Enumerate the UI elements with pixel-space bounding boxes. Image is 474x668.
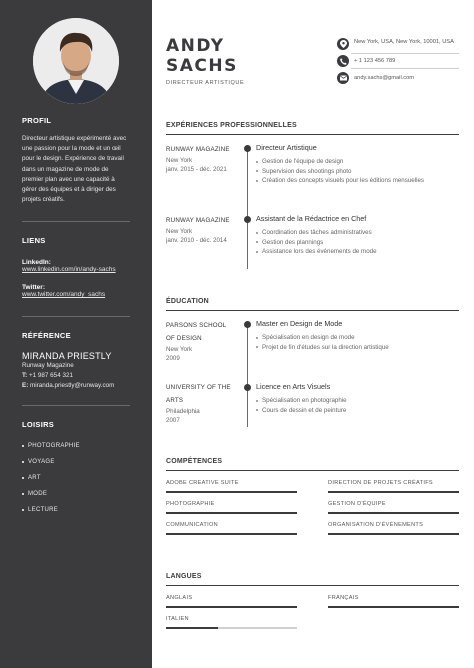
sidebar-divider	[22, 221, 130, 222]
duty-item: Assistance lors des événements de mode	[256, 247, 461, 257]
timeline-line	[247, 146, 248, 269]
skill-bar-fill	[166, 533, 297, 535]
phone-value: +1 987 654 321	[29, 372, 73, 379]
skill-name: GESTION D'ÉQUIPE	[328, 501, 386, 507]
links-heading: LIENS	[22, 236, 46, 245]
reference-heading: RÉFÉRENCE	[22, 331, 71, 340]
language-bar-fill	[166, 606, 297, 608]
full-name	[166, 36, 238, 76]
skill-bar-fill	[328, 512, 459, 514]
school: UNIVERSITY OF THE	[166, 384, 231, 391]
duty-item: Coordination des tâches administratives	[256, 228, 461, 238]
reference-section	[22, 331, 130, 391]
city: New York	[166, 346, 193, 353]
skill-bar-fill	[328, 533, 459, 535]
language-name: FRANÇAIS	[328, 595, 359, 601]
bullet-icon	[256, 170, 258, 172]
phone-label: T:	[22, 372, 28, 379]
employer: RUNWAY MAGAZINE	[166, 146, 230, 153]
language-item	[166, 595, 297, 608]
link-item-linkedin	[22, 259, 130, 273]
timeline-dot	[244, 216, 251, 223]
education-heading: ÉDUCATION	[166, 298, 209, 305]
skill-bar	[328, 533, 459, 535]
bullet-icon	[22, 445, 24, 447]
skill-bar	[328, 491, 459, 493]
bullet-icon	[256, 346, 258, 348]
location-icon	[337, 38, 349, 50]
skill-item	[166, 501, 297, 514]
education-entry-details	[256, 319, 461, 352]
language-bar-fill	[166, 627, 218, 629]
bullet-icon	[22, 493, 24, 495]
email-label: E:	[22, 382, 29, 389]
skill-name: DIRECTION DE PROJETS CRÉATIFS	[328, 480, 433, 486]
link-item-twitter	[22, 284, 130, 298]
city: Philadelphia	[166, 408, 200, 415]
skill-bar	[328, 512, 459, 514]
degree-title: Licence en Arts Visuels	[256, 382, 331, 391]
hobby-list	[22, 438, 130, 518]
reference-company: Runway Magazine	[22, 362, 74, 369]
sidebar	[0, 0, 152, 668]
timeline-dot	[244, 321, 251, 328]
bullet-icon	[22, 477, 24, 479]
education-entry-details	[256, 382, 461, 415]
address-text: New York, USA, New York, 10001, USA	[354, 39, 454, 45]
language-bar	[166, 627, 297, 629]
education-entry-meta	[166, 319, 242, 363]
contact-divider	[351, 53, 459, 54]
twitter-link[interactable]: www.twitter.com/andy_sachs	[22, 291, 106, 298]
language-bar-fill	[328, 606, 459, 608]
duty-item: Supervision des shootings photo	[256, 167, 461, 177]
timeline-line	[247, 322, 248, 427]
section-divider	[166, 470, 459, 471]
bullet-icon	[256, 337, 258, 339]
school: OF DESIGN	[166, 335, 202, 342]
profile-photo-image	[33, 18, 119, 104]
skill-bar-fill	[166, 512, 297, 514]
bullet-icon	[22, 509, 24, 511]
linkedin-link[interactable]: www.linkedin.com/in/andy-sachs	[22, 266, 116, 273]
email-value: miranda.priestly@runway.com	[30, 382, 115, 389]
duty-item: Création des concepts visuels pour les éditions mensuelles	[256, 176, 461, 186]
bullet-icon	[256, 232, 258, 234]
skill-bar	[166, 533, 297, 535]
language-name: ANGLAIS	[166, 595, 193, 601]
study-item: Projet de fin d'études sur la direction artistique	[256, 343, 461, 353]
languages-heading: LANGUES	[166, 573, 202, 580]
experience-entry-meta	[166, 214, 242, 245]
position-title: Directeur Artistique	[256, 143, 317, 152]
hobby-item: LECTURE	[22, 502, 130, 518]
contact-address	[337, 38, 462, 50]
phone-icon	[337, 55, 349, 67]
study-item: Cours de dessin et de peinture	[256, 406, 461, 416]
profile-section	[22, 116, 130, 205]
hobby-item: VOYAGE	[22, 454, 130, 470]
language-item	[328, 595, 459, 608]
section-divider	[166, 134, 459, 135]
school: PARSONS SCHOOL	[166, 322, 227, 329]
reference-phone	[22, 371, 130, 381]
bullet-icon	[256, 409, 258, 411]
profile-text: Directeur artistique expérimenté avec une passion pour la mode et un œil pour le design. Expérience de travail dans un magazine de mode de premier plan avec une capacité à gérer des équipes et à diriger des projets créatifs.	[22, 135, 127, 204]
contact-email	[337, 72, 462, 84]
language-bar	[166, 606, 297, 608]
city: New York	[166, 157, 193, 164]
skill-name: PHOTOGRAPHIE	[166, 501, 215, 507]
sidebar-divider	[22, 316, 130, 317]
duty-item: Gestion de l'équipe de design	[256, 157, 461, 167]
bullet-icon	[256, 251, 258, 253]
hobby-item: PHOTOGRAPHIE	[22, 438, 130, 454]
experience-entry-details	[256, 214, 461, 257]
sidebar-divider	[22, 405, 130, 406]
job-title: DIRECTEUR ARTISTIQUE	[166, 80, 245, 86]
hobby-item: MODE	[22, 486, 130, 502]
email-text[interactable]: andy.sachs@gmail.com	[354, 75, 415, 81]
bullet-icon	[256, 400, 258, 402]
bullet-icon	[256, 180, 258, 182]
duty-list	[256, 157, 461, 186]
skill-bar-fill	[166, 491, 297, 493]
links-section	[22, 236, 130, 298]
link-label: Twitter:	[22, 284, 45, 291]
skill-item	[166, 480, 297, 493]
skill-name: COMMUNICATION	[166, 522, 218, 528]
skill-item	[328, 501, 459, 514]
skill-item	[166, 522, 297, 535]
skill-bar	[166, 491, 297, 493]
study-item: Spécialisation en design de mode	[256, 333, 461, 343]
bullet-icon	[256, 241, 258, 243]
dates: janv. 2010 - déc. 2014	[166, 237, 227, 244]
school: ARTS	[166, 397, 184, 404]
education-entry-meta	[166, 381, 242, 425]
language-name: ITALIEN	[166, 616, 189, 622]
study-list	[256, 333, 461, 352]
skill-item	[328, 480, 459, 493]
skills-heading: COMPÉTENCES	[166, 458, 223, 465]
first-name: ANDY	[166, 36, 225, 56]
contact-divider	[351, 68, 459, 69]
hobby-item: ART	[22, 470, 130, 486]
timeline-dot	[244, 384, 251, 391]
profile-heading: PROFIL	[22, 116, 52, 125]
study-list	[256, 396, 461, 415]
timeline-dot	[244, 145, 251, 152]
section-divider	[166, 585, 459, 586]
skill-bar	[166, 512, 297, 514]
reference-name: MIRANDA PRIESTLY	[22, 351, 112, 361]
experience-heading: EXPÉRIENCES PROFESSIONNELLES	[166, 122, 297, 129]
hobbies-heading: LOISIRS	[22, 420, 55, 429]
skill-item	[328, 522, 459, 535]
experience-entry-meta	[166, 143, 242, 174]
position-title: Assistant de la Rédactrice en Chef	[256, 214, 367, 223]
degree-title: Master en Design de Mode	[256, 319, 343, 328]
contact-phone	[337, 55, 462, 67]
language-bar	[328, 606, 459, 608]
link-label: LinkedIn:	[22, 259, 51, 266]
experience-entry-details	[256, 143, 461, 186]
language-item	[166, 616, 297, 629]
reference-email	[22, 381, 130, 391]
last-name: SACHS	[166, 56, 238, 76]
employer: RUNWAY MAGAZINE	[166, 217, 230, 224]
duty-list	[256, 228, 461, 257]
skill-bar-fill	[328, 491, 459, 493]
profile-photo	[33, 18, 119, 104]
bullet-icon	[256, 161, 258, 163]
year: 2009	[166, 355, 180, 362]
dates: janv. 2015 - déc. 2021	[166, 166, 227, 173]
skill-name: ADOBE CREATIVE SUITE	[166, 480, 239, 486]
bullet-icon	[22, 461, 24, 463]
duty-item: Gestion des plannings	[256, 238, 461, 248]
section-divider	[166, 310, 459, 311]
hobbies-section	[22, 420, 130, 518]
email-icon	[337, 72, 349, 84]
year: 2007	[166, 417, 180, 424]
study-item: Spécialisation en photographie	[256, 396, 461, 406]
phone-text[interactable]: + 1 123 456 789	[354, 58, 396, 64]
skill-name: ORGANISATION D'ÉVÉNEMENTS	[328, 522, 424, 528]
city: New York	[166, 228, 193, 235]
